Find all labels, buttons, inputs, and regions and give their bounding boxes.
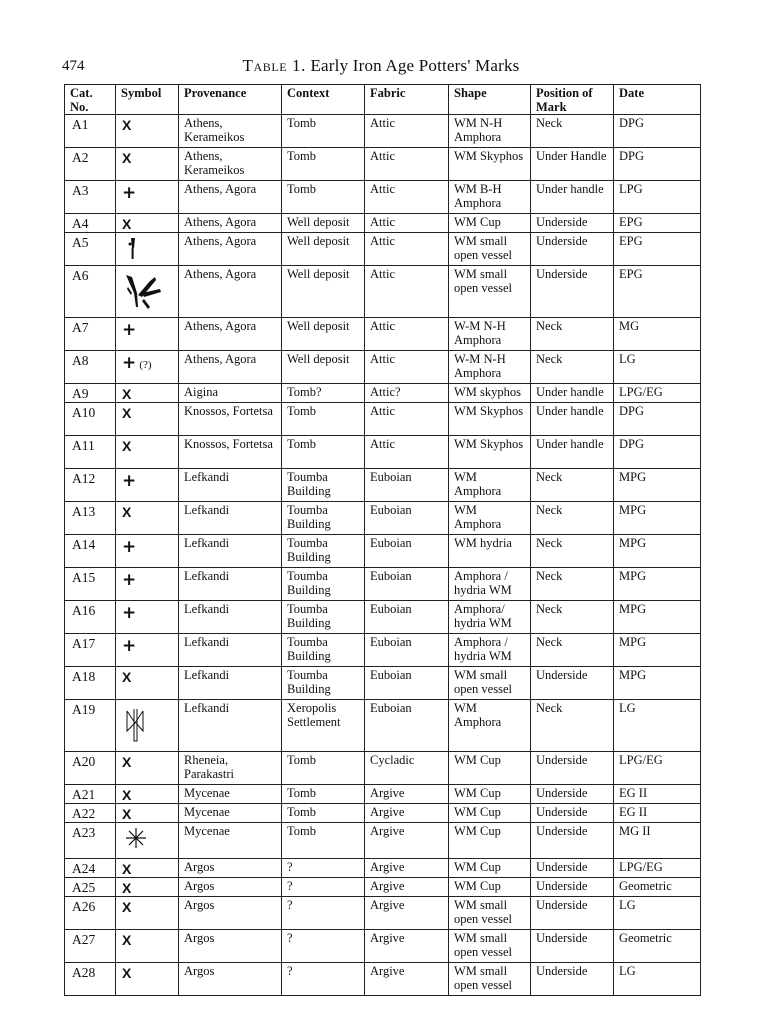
cell-position: Underside: [531, 823, 614, 859]
header-shape: Shape: [449, 85, 531, 115]
cell-symbol: [116, 897, 179, 930]
cell-provenance: Lefkandi: [179, 700, 282, 752]
cell-symbol: [116, 181, 179, 214]
cell-context: ?: [282, 963, 365, 996]
cell-fabric: Euboian: [365, 700, 449, 752]
cell-shape: WM small open vessel: [449, 667, 531, 700]
cell-fabric: Euboian: [365, 667, 449, 700]
cell-date: LPG/EG: [614, 859, 701, 878]
cell-position: Underside: [531, 897, 614, 930]
cell-date: MPG: [614, 667, 701, 700]
table-body: [65, 115, 701, 996]
cell-symbol: [116, 634, 179, 667]
potters-marks-table: [64, 84, 701, 996]
header-context: Context: [282, 85, 365, 115]
cell-provenance: Lefkandi: [179, 568, 282, 601]
cell-symbol: [116, 859, 179, 878]
cell-shape: WM small open vessel: [449, 233, 531, 266]
cell-cat: A25: [65, 878, 116, 897]
x-mark-symbol: X: [122, 504, 132, 520]
cell-date: EPG: [614, 266, 701, 318]
cell-context: Tomb: [282, 403, 365, 436]
cell-date: EG II: [614, 785, 701, 804]
cell-provenance: Argos: [179, 963, 282, 996]
cell-date: EPG: [614, 233, 701, 266]
table-title-text: Early Iron Age Potters' Marks: [310, 56, 520, 75]
cell-provenance: Argos: [179, 930, 282, 963]
cell-symbol: [116, 436, 179, 469]
cell-symbol: [116, 214, 179, 233]
cell-date: DPG: [614, 403, 701, 436]
cross-mark-symbol: +: [122, 183, 137, 203]
pin-mark-symbol: [122, 234, 142, 262]
cell-cat: A26: [65, 897, 116, 930]
asterisk-mark-symbol: [122, 824, 150, 852]
cell-position: Underside: [531, 233, 614, 266]
cell-position: Under Handle: [531, 148, 614, 181]
cell-provenance: Athens, Agora: [179, 351, 282, 384]
cell-provenance: Mycenae: [179, 804, 282, 823]
header-position: Position of Mark: [531, 85, 614, 115]
x-mark-symbol: X: [122, 216, 132, 232]
cell-symbol: [116, 930, 179, 963]
x-mark-symbol: X: [122, 965, 132, 981]
cell-fabric: Euboian: [365, 469, 449, 502]
cell-shape: WM small open vessel: [449, 963, 531, 996]
cell-cat: A6: [65, 266, 116, 318]
cell-symbol: [116, 502, 179, 535]
x-mark-symbol: X: [122, 932, 132, 948]
cell-position: Under handle: [531, 384, 614, 403]
cell-context: Toumba Building: [282, 601, 365, 634]
table-row: [65, 752, 701, 785]
cell-date: MPG: [614, 502, 701, 535]
cell-cat: A17: [65, 634, 116, 667]
cell-symbol: [116, 115, 179, 148]
cell-cat: A18: [65, 667, 116, 700]
header-date: Date: [614, 85, 701, 115]
header-row: [65, 85, 701, 115]
arrow-mark-symbol: [122, 701, 156, 747]
cell-date: LPG/EG: [614, 384, 701, 403]
cell-cat: A8: [65, 351, 116, 384]
cell-context: Tomb: [282, 148, 365, 181]
cell-position: Neck: [531, 318, 614, 351]
cell-shape: WM Cup: [449, 804, 531, 823]
cell-fabric: Attic: [365, 148, 449, 181]
cell-context: Toumba Building: [282, 634, 365, 667]
cell-position: Neck: [531, 115, 614, 148]
cell-provenance: Athens, Agora: [179, 214, 282, 233]
cell-fabric: Attic: [365, 318, 449, 351]
cell-cat: A28: [65, 963, 116, 996]
table-row: [65, 266, 701, 318]
cell-date: DPG: [614, 436, 701, 469]
cell-position: Neck: [531, 568, 614, 601]
cell-fabric: Euboian: [365, 568, 449, 601]
table-row: [65, 436, 701, 469]
cell-fabric: Euboian: [365, 601, 449, 634]
table-row: [65, 469, 701, 502]
cell-fabric: Cycladic: [365, 752, 449, 785]
cell-symbol: [116, 804, 179, 823]
cell-position: Neck: [531, 351, 614, 384]
cell-cat: A10: [65, 403, 116, 436]
cell-provenance: Lefkandi: [179, 667, 282, 700]
cell-position: Underside: [531, 963, 614, 996]
cell-context: Toumba Building: [282, 535, 365, 568]
cell-cat: A22: [65, 804, 116, 823]
cell-cat: A20: [65, 752, 116, 785]
cell-symbol: [116, 700, 179, 752]
table-row: [65, 148, 701, 181]
cell-position: Neck: [531, 700, 614, 752]
cell-date: LG: [614, 351, 701, 384]
cell-symbol: [116, 823, 179, 859]
table-row: [65, 823, 701, 859]
cell-shape: WM skyphos: [449, 384, 531, 403]
cell-context: Tomb: [282, 181, 365, 214]
cell-shape: WM Skyphos: [449, 148, 531, 181]
x-mark-symbol: X: [122, 754, 132, 770]
cell-shape: WM B-H Amphora: [449, 181, 531, 214]
cell-position: Underside: [531, 785, 614, 804]
cell-symbol: [116, 403, 179, 436]
cell-shape: WM small open vessel: [449, 266, 531, 318]
cell-cat: A19: [65, 700, 116, 752]
cell-context: Toumba Building: [282, 568, 365, 601]
cell-provenance: Athens, Kerameikos: [179, 148, 282, 181]
table-row: [65, 502, 701, 535]
cell-cat: A13: [65, 502, 116, 535]
cell-fabric: Attic: [365, 233, 449, 266]
cross-mark-symbol: +: [122, 353, 137, 373]
cell-context: Well deposit: [282, 318, 365, 351]
cell-cat: A1: [65, 115, 116, 148]
cell-date: MPG: [614, 568, 701, 601]
cell-shape: Amphora / hydria WM: [449, 568, 531, 601]
table-row: [65, 403, 701, 436]
cell-provenance: Athens, Agora: [179, 233, 282, 266]
cell-cat: A27: [65, 930, 116, 963]
cell-context: ?: [282, 859, 365, 878]
cell-date: LG: [614, 897, 701, 930]
header-fabric: Fabric: [365, 85, 449, 115]
cross-mark-symbol: +: [122, 570, 137, 590]
cell-date: MPG: [614, 601, 701, 634]
cell-position: Neck: [531, 535, 614, 568]
cell-context: Tomb: [282, 804, 365, 823]
cell-context: Toumba Building: [282, 502, 365, 535]
cell-provenance: Athens, Agora: [179, 318, 282, 351]
cell-cat: A7: [65, 318, 116, 351]
cell-shape: WM Cup: [449, 785, 531, 804]
cell-context: Tomb?: [282, 384, 365, 403]
cell-fabric: Argive: [365, 930, 449, 963]
cell-symbol: [116, 384, 179, 403]
table-row: [65, 634, 701, 667]
cell-symbol: [116, 266, 179, 318]
cell-shape: WM Cup: [449, 752, 531, 785]
header-provenance: Provenance: [179, 85, 282, 115]
cell-context: Tomb: [282, 785, 365, 804]
x-mark-symbol: X: [122, 861, 132, 877]
cell-cat: A4: [65, 214, 116, 233]
cell-shape: WM Skyphos: [449, 403, 531, 436]
cell-provenance: Mycenae: [179, 823, 282, 859]
cell-provenance: Lefkandi: [179, 634, 282, 667]
cell-symbol: [116, 785, 179, 804]
cell-position: Neck: [531, 469, 614, 502]
cell-cat: A11: [65, 436, 116, 469]
cell-fabric: Euboian: [365, 535, 449, 568]
x-mark-symbol: X: [122, 880, 132, 896]
table-row: [65, 214, 701, 233]
page-number: 474: [62, 58, 85, 74]
branch-mark-symbol: [122, 267, 166, 313]
cell-date: MPG: [614, 469, 701, 502]
cell-provenance: Mycenae: [179, 785, 282, 804]
cell-fabric: Attic: [365, 266, 449, 318]
cell-position: Underside: [531, 859, 614, 878]
cell-position: Neck: [531, 502, 614, 535]
cell-date: LPG: [614, 181, 701, 214]
cell-date: Geometric: [614, 930, 701, 963]
cell-symbol: [116, 233, 179, 266]
cell-fabric: Argive: [365, 897, 449, 930]
cell-fabric: Argive: [365, 878, 449, 897]
cell-position: Under handle: [531, 403, 614, 436]
header-symbol: Symbol: [116, 85, 179, 115]
cell-shape: WM Cup: [449, 859, 531, 878]
table-row: [65, 700, 701, 752]
cell-context: Xeropolis Settlement: [282, 700, 365, 752]
cell-shape: Amphora / hydria WM: [449, 634, 531, 667]
cell-provenance: Athens, Agora: [179, 266, 282, 318]
cell-context: Well deposit: [282, 266, 365, 318]
cell-fabric: Attic?: [365, 384, 449, 403]
cell-shape: WM Amphora: [449, 502, 531, 535]
cell-fabric: Argive: [365, 963, 449, 996]
cell-shape: WM small open vessel: [449, 897, 531, 930]
table-row: [65, 181, 701, 214]
cross-mark-symbol: +: [122, 320, 137, 340]
cell-context: ?: [282, 930, 365, 963]
cell-provenance: Lefkandi: [179, 535, 282, 568]
cell-fabric: Attic: [365, 351, 449, 384]
cell-shape: WM Amphora: [449, 700, 531, 752]
cell-position: Underside: [531, 214, 614, 233]
cell-cat: A15: [65, 568, 116, 601]
cell-shape: WM Cup: [449, 214, 531, 233]
cell-position: Underside: [531, 266, 614, 318]
table-row: [65, 859, 701, 878]
table-title: [0, 56, 762, 76]
cell-symbol: [116, 351, 179, 384]
cell-provenance: Athens, Agora: [179, 181, 282, 214]
cell-symbol: [116, 469, 179, 502]
cell-fabric: Argive: [365, 823, 449, 859]
table-row: [65, 804, 701, 823]
cell-context: Well deposit: [282, 233, 365, 266]
cell-position: Neck: [531, 634, 614, 667]
cell-fabric: Argive: [365, 859, 449, 878]
cell-shape: WM Skyphos: [449, 436, 531, 469]
cell-provenance: Rheneia, Parakastri: [179, 752, 282, 785]
cell-position: Neck: [531, 601, 614, 634]
cell-position: Underside: [531, 804, 614, 823]
cell-shape: WM Amphora: [449, 469, 531, 502]
cell-shape: W-M N-H Amphora: [449, 351, 531, 384]
x-mark-symbol: X: [122, 405, 132, 421]
cell-shape: Amphora/ hydria WM: [449, 601, 531, 634]
cell-cat: A3: [65, 181, 116, 214]
cell-position: Underside: [531, 930, 614, 963]
cell-context: Tomb: [282, 436, 365, 469]
cell-date: LG: [614, 963, 701, 996]
cell-date: Geometric: [614, 878, 701, 897]
cell-date: MPG: [614, 634, 701, 667]
cell-provenance: Aigina: [179, 384, 282, 403]
cell-context: Toumba Building: [282, 667, 365, 700]
cell-cat: A9: [65, 384, 116, 403]
cell-provenance: Argos: [179, 897, 282, 930]
table-row: [65, 785, 701, 804]
cell-cat: A24: [65, 859, 116, 878]
cell-date: DPG: [614, 148, 701, 181]
table-row: [65, 115, 701, 148]
table-row: [65, 318, 701, 351]
table-row: [65, 233, 701, 266]
cell-context: Well deposit: [282, 214, 365, 233]
cell-cat: A16: [65, 601, 116, 634]
table-row: [65, 351, 701, 384]
cell-provenance: Argos: [179, 859, 282, 878]
cell-context: Well deposit: [282, 351, 365, 384]
cell-fabric: Attic: [365, 436, 449, 469]
cell-cat: A2: [65, 148, 116, 181]
cell-cat: A21: [65, 785, 116, 804]
cell-shape: WM hydria: [449, 535, 531, 568]
cell-context: ?: [282, 878, 365, 897]
cell-position: Underside: [531, 752, 614, 785]
cell-provenance: Argos: [179, 878, 282, 897]
cell-fabric: Argive: [365, 804, 449, 823]
table-row: [65, 568, 701, 601]
cell-date: EPG: [614, 214, 701, 233]
cross-mark-symbol: +: [122, 471, 137, 491]
x-mark-symbol: X: [122, 669, 132, 685]
cell-cat: A12: [65, 469, 116, 502]
cell-context: ?: [282, 897, 365, 930]
cell-shape: WM Cup: [449, 878, 531, 897]
x-mark-symbol: X: [122, 899, 132, 915]
cell-date: MG: [614, 318, 701, 351]
cell-date: DPG: [614, 115, 701, 148]
cell-symbol: [116, 752, 179, 785]
cell-position: Underside: [531, 878, 614, 897]
cell-date: LG: [614, 700, 701, 752]
cell-position: Underside: [531, 667, 614, 700]
table-row: [65, 897, 701, 930]
cell-fabric: Argive: [365, 785, 449, 804]
cell-date: LPG/EG: [614, 752, 701, 785]
cell-context: Toumba Building: [282, 469, 365, 502]
cell-provenance: Lefkandi: [179, 601, 282, 634]
cell-fabric: Attic: [365, 181, 449, 214]
cell-provenance: Lefkandi: [179, 502, 282, 535]
cell-fabric: Euboian: [365, 634, 449, 667]
cell-symbol: [116, 535, 179, 568]
cell-symbol: [116, 148, 179, 181]
cross-mark-symbol: +: [122, 537, 137, 557]
cell-fabric: Euboian: [365, 502, 449, 535]
table-row: [65, 963, 701, 996]
cell-shape: WM Cup: [449, 823, 531, 859]
cell-context: Tomb: [282, 752, 365, 785]
x-mark-symbol: X: [122, 117, 132, 133]
cell-cat: A5: [65, 233, 116, 266]
x-mark-symbol: X: [122, 386, 132, 402]
table-row: [65, 384, 701, 403]
cell-position: Under handle: [531, 181, 614, 214]
cell-provenance: Knossos, Fortetsa: [179, 403, 282, 436]
table-row: [65, 601, 701, 634]
cell-date: MPG: [614, 535, 701, 568]
cell-date: MG II: [614, 823, 701, 859]
cell-symbol: [116, 318, 179, 351]
cell-context: Tomb: [282, 115, 365, 148]
cell-context: Tomb: [282, 823, 365, 859]
table-title-prefix: Table 1.: [242, 56, 306, 75]
x-mark-symbol: X: [122, 806, 132, 822]
cell-shape: WM N-H Amphora: [449, 115, 531, 148]
x-mark-symbol: X: [122, 438, 132, 454]
table-row: [65, 878, 701, 897]
cell-provenance: Knossos, Fortetsa: [179, 436, 282, 469]
cell-fabric: Attic: [365, 403, 449, 436]
cell-symbol: [116, 878, 179, 897]
cell-shape: W-M N-H Amphora: [449, 318, 531, 351]
cell-cat: A14: [65, 535, 116, 568]
cross-mark-symbol: +: [122, 603, 137, 623]
cell-fabric: Attic: [365, 115, 449, 148]
cell-shape: WM small open vessel: [449, 930, 531, 963]
table-row: [65, 535, 701, 568]
cell-cat: A23: [65, 823, 116, 859]
x-mark-symbol: X: [122, 150, 132, 166]
cell-symbol: [116, 963, 179, 996]
cell-symbol: [116, 601, 179, 634]
cell-fabric: Attic: [365, 214, 449, 233]
cell-date: EG II: [614, 804, 701, 823]
cell-symbol: [116, 667, 179, 700]
uncertain-note: (?): [139, 359, 152, 371]
cell-symbol: [116, 568, 179, 601]
x-mark-symbol: X: [122, 787, 132, 803]
cell-provenance: Athens, Kerameikos: [179, 115, 282, 148]
cell-provenance: Lefkandi: [179, 469, 282, 502]
table-row: [65, 930, 701, 963]
cell-position: Under handle: [531, 436, 614, 469]
table-row: [65, 667, 701, 700]
header-cat: Cat. No.: [65, 85, 116, 115]
cross-mark-symbol: +: [122, 636, 137, 656]
